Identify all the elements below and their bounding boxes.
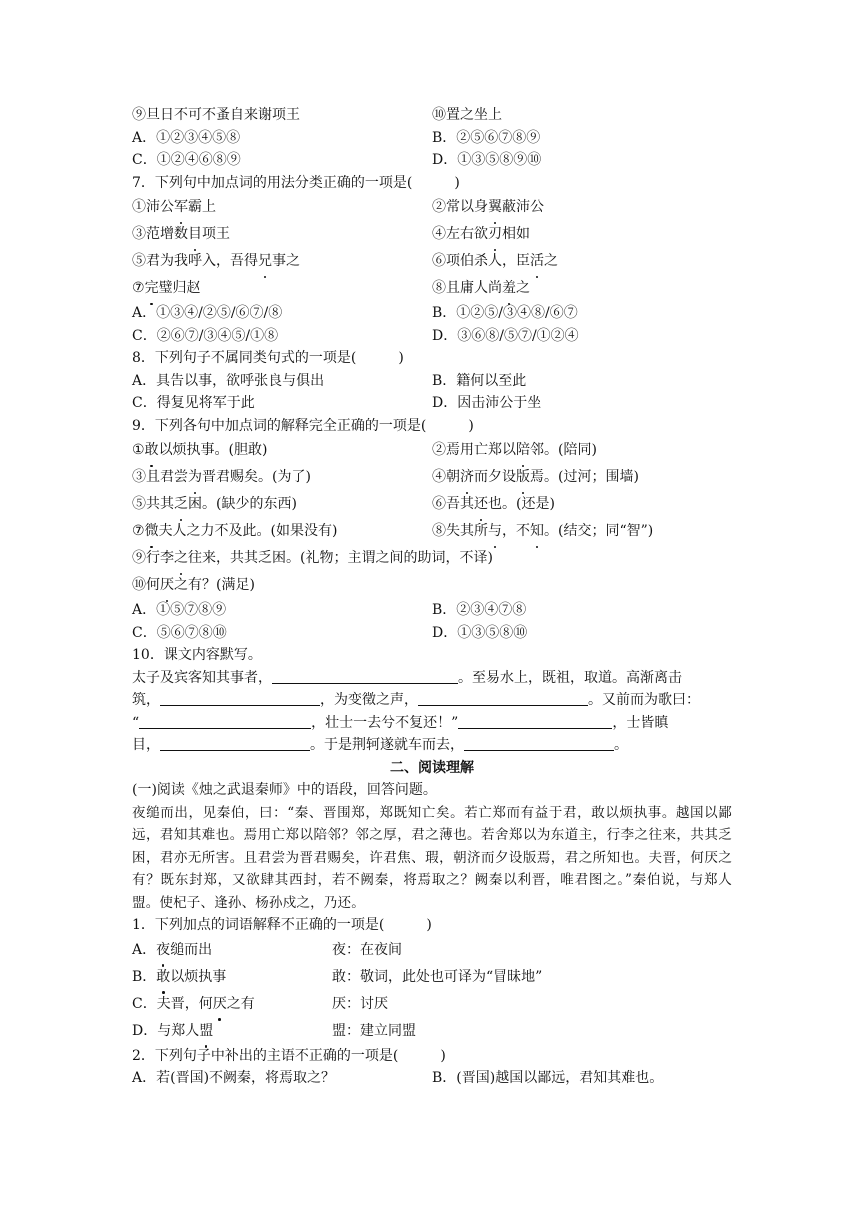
q7-item-7: ⑦完璧归赵 <box>132 275 432 302</box>
dotted-word: 夜 <box>156 937 170 964</box>
q7-item-3: ③范增数目项王 <box>132 221 432 248</box>
q6-option-d[interactable]: D．①③⑤⑧⑨⑩ <box>432 152 542 168</box>
q7-options-row-2 <box>132 325 732 348</box>
dotted-word: 目 <box>188 221 202 248</box>
q8-option-a[interactable]: A．具告以事，欲呼张良与俱出 <box>132 372 325 389</box>
dotted-word: 敢 <box>145 437 159 464</box>
q6-item-10: ⑩置之坐上 <box>432 107 502 123</box>
q6-option-c[interactable]: C．①②④⑥⑧⑨ <box>132 152 241 168</box>
r2-options-row-1 <box>132 1067 732 1090</box>
q6-item-9: ⑨旦日不可不蚤自来谢项王 <box>132 107 300 123</box>
section-heading: 二、阅读理解 <box>390 759 474 776</box>
q9-item-6: ⑥吾其还也。(还是) <box>432 491 732 518</box>
dotted-word: 版 <box>516 464 530 491</box>
q7-items-row-2 <box>132 221 732 248</box>
r1-option-c[interactable]: C．夫晋，何厌之有 厌：讨厌 <box>132 991 732 1018</box>
q9-item-9: ⑨行李之往来，共其乏困。(礼物；主谓之间的助词，不译) <box>132 545 732 572</box>
fill-blank[interactable] <box>464 736 614 751</box>
q7-item-4: ④左右欲刃相如 <box>432 221 732 248</box>
q9-options-row-2 <box>132 622 732 645</box>
q9-options-row-1 <box>132 599 732 622</box>
r1-option-d[interactable]: D．与郑人盟 盟：建立同盟 <box>132 1018 732 1045</box>
q9-item-3: ③且君尝为晋君赐矣。(为了) <box>132 464 432 491</box>
q8-option-b[interactable]: B．籍何以至此 <box>432 372 527 389</box>
q7-stem: 7．下列句中加点词的用法分类正确的一项是( ) <box>132 174 460 191</box>
q7-item-2: ②常以身翼蔽沛公 <box>432 194 732 221</box>
q10-line-1: 太子及宾客知其事者， 。至易水上，既祖，取道。高渐离击 <box>132 669 682 686</box>
dotted-word: 厌 <box>213 991 227 1018</box>
document-page <box>132 104 732 1090</box>
dotted-word: 之 <box>174 545 188 572</box>
q8-option-c[interactable]: C．得复见将军于此 <box>132 395 255 411</box>
fill-blank[interactable] <box>160 691 320 706</box>
q7-option-c[interactable]: C．②⑥⑦/③④⑤/①⑧ <box>132 327 279 344</box>
dotted-word: 军 <box>174 194 188 221</box>
q9-item-10: ⑩何厌之有？(满足) <box>132 572 732 599</box>
r1-explanation-d: 盟：建立同盟 <box>332 1022 416 1039</box>
q6-options-row-1 <box>132 127 732 150</box>
r2-option-b[interactable]: B．(晋国)越国以鄙远，君知其难也。 <box>432 1070 664 1086</box>
q9-option-b[interactable]: B．②③④⑦⑧ <box>432 602 527 618</box>
q7-option-d[interactable]: D．③⑥⑧/⑤⑦/①②④ <box>432 327 579 344</box>
q9-stem: 9．下列各句中加点词的解释完全正确的一项是( ) <box>132 417 474 434</box>
q9-items-row-3 <box>132 491 732 518</box>
fill-blank[interactable] <box>160 736 310 751</box>
q9-items-row-2 <box>132 464 732 491</box>
q9-items-row-4 <box>132 518 732 545</box>
q9-item-1: ①敢以烦执事。(胆敢) <box>132 437 432 464</box>
q6-option-a[interactable]: A．①②③④⑤⑧ <box>132 129 241 146</box>
dotted-word: 济 <box>460 464 474 491</box>
dotted-word: 活 <box>530 248 544 275</box>
q7-option-b[interactable]: B．①②⑤/③④⑧/⑥⑦ <box>432 305 578 321</box>
q8-option-d[interactable]: D．因击沛公于坐 <box>432 395 542 411</box>
dotted-word: 乏 <box>174 491 188 518</box>
q9-item-5: ⑤共其乏困。(缺少的东西) <box>132 491 432 518</box>
r1-explanation-a: 夜：在夜间 <box>332 941 402 958</box>
r1-option-a[interactable]: A．夜缒而出 夜：在夜间 <box>132 937 732 964</box>
dotted-word: 敢 <box>156 964 170 991</box>
q6-options-row-2 <box>132 149 732 172</box>
fill-blank[interactable] <box>139 714 311 729</box>
q7-item-1: ①沛公军霸上 <box>132 194 432 221</box>
section-intro: (一)阅读《烛之武退秦师》中的语段，回答问题。 <box>132 782 437 798</box>
reading-passage: 夜缒而出，见秦伯，曰：“秦、晋围郑，郑既知亡矣。若亡郑而有益于君，敢以烦执事。越国以鄙远，君知其难也。焉用亡郑以陪邻？邻之厚，君之薄也。若舍郑以为东道主，行李之往来，共其乏困，君亦无所害。且君尝为晋君赐矣，许君焦、瑕，朝济而夕设版焉，君之所知也。夫晋，何厌之有？既东封郑，又欲肆其西封，若不阙秦，将焉取之？阙秦以利晋，唯君图之。”秦伯说，与郑人盟。使杞子、逢孙、杨孙戍之，乃还。 <box>132 804 732 911</box>
dotted-word: 羞 <box>502 275 516 302</box>
dotted-word: 完 <box>145 275 159 302</box>
dotted-word: 盟 <box>199 1018 213 1045</box>
q10-line-2: 筑， ，为变徵之声， 。又前而为歌曰： <box>132 692 700 708</box>
q8-stem: 8．下列句子不属同类句式的一项是( ) <box>132 350 404 366</box>
r1-stem: 1．下列加点的词语解释不正确的一项是( ) <box>132 917 432 933</box>
dotted-word: 微 <box>145 518 159 545</box>
q7-item-5: ⑤君为我呼入，吾得兄事之 <box>132 248 432 275</box>
dotted-word: 陪 <box>516 437 530 464</box>
q9-item-2: ②焉用亡郑以陪邻。(陪同) <box>432 437 732 464</box>
r1-explanation-b: 敢：敬词，此处也可译为“冒昧地” <box>332 968 543 985</box>
q10-line-4: 目， 。于是荆轲遂就车而去， 。 <box>132 737 628 753</box>
q6-option-b[interactable]: B．②⑤⑥⑦⑧⑨ <box>432 129 541 146</box>
r2-option-a[interactable]: A．若(晋国)不阙秦，将焉取之？ <box>132 1070 336 1086</box>
q10-stem: 10．课文内容默写。 <box>132 647 262 663</box>
q8-options-row-2 <box>132 392 732 415</box>
dotted-word: 翼 <box>488 194 502 221</box>
q9-items-row-1 <box>132 437 732 464</box>
fill-blank[interactable] <box>458 714 612 729</box>
q9-option-d[interactable]: D．①③⑤⑧⑩ <box>432 624 528 641</box>
q7-items-row-4 <box>132 275 732 302</box>
q9-option-a[interactable]: A．①⑤⑦⑧⑨ <box>132 602 227 618</box>
q9-item-4: ④朝济而夕设版焉。(过河；围墙) <box>432 464 732 491</box>
q10-line-3: “ ，壮士一去兮不复还！” ，士皆瞋 <box>132 714 669 731</box>
q7-item-6: ⑥项伯杀人，臣活之 <box>432 248 732 275</box>
q6-items-row <box>132 104 732 127</box>
fill-blank[interactable] <box>272 669 458 684</box>
dotted-word: 与 <box>488 518 502 545</box>
fill-blank[interactable] <box>418 691 588 706</box>
q9-option-c[interactable]: C．⑤⑥⑦⑧⑩ <box>132 624 227 641</box>
q7-items-row-1 <box>132 194 732 221</box>
r2-stem: 2．下列句子中补出的主语不正确的一项是( ) <box>132 1047 446 1064</box>
r1-option-b[interactable]: B．敢以烦执事 敢：敬词，此处也可译为“冒昧地” <box>132 964 732 991</box>
q7-items-row-3 <box>132 248 732 275</box>
dotted-word: 刃 <box>488 221 502 248</box>
q8-options-row-1 <box>132 370 732 393</box>
q9-item-7: ⑦微夫人之力不及此。(如果没有) <box>132 518 432 545</box>
dotted-word: 知 <box>530 518 544 545</box>
q7-item-8: ⑧且庸人尚羞之 <box>432 275 732 302</box>
q7-options-row-1 <box>132 302 732 325</box>
dotted-word: 厌 <box>160 572 174 599</box>
q9-item-8: ⑧失其所与，不知。(结交；同“智”) <box>432 518 732 545</box>
dotted-word: 还 <box>474 491 488 518</box>
dotted-word: 为 <box>188 464 202 491</box>
dotted-word: 兄 <box>258 248 272 275</box>
r1-explanation-c: 厌：讨厌 <box>332 995 388 1012</box>
q7-option-a[interactable]: A．①③④/②⑤/⑥⑦/⑧ <box>132 305 283 321</box>
